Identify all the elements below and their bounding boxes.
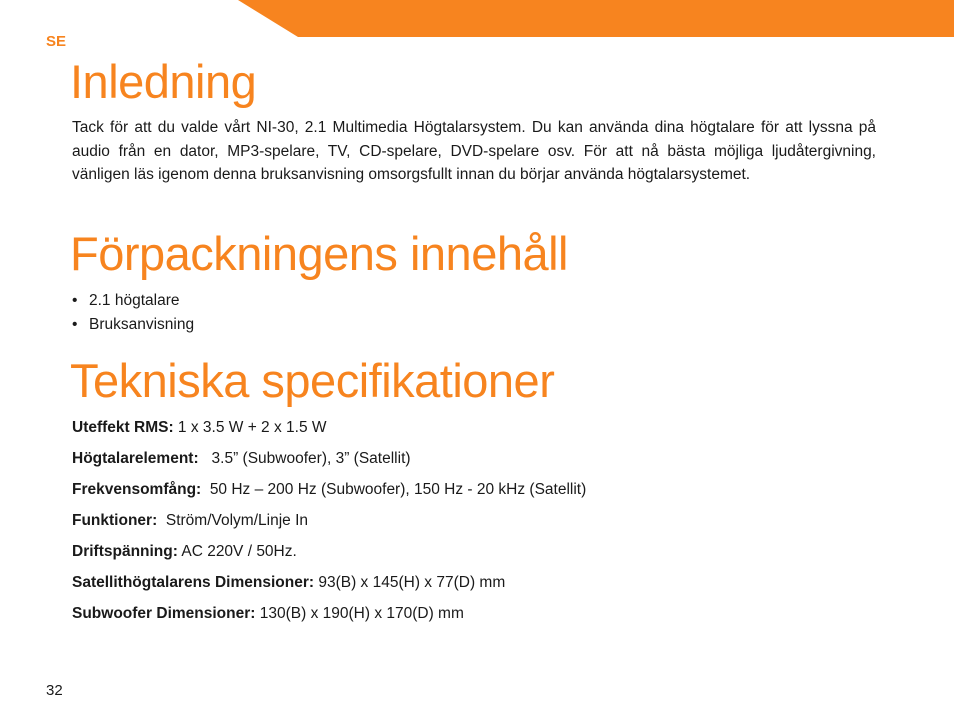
spec-value: 3.5” (Subwoofer), 3” (Satellit) [198,450,411,467]
spec-row-operating-voltage [72,540,872,571]
list-item-text: 2.1 högtalare [89,292,180,309]
list-item-text: Bruksanvisning [89,315,195,333]
spec-value: 1 x 3.5 W + 2 x 1.5 W [173,419,327,436]
specs-list [72,416,872,633]
spec-value: 93(B) x 145(H) x 77(D) mm [314,574,506,591]
list-item [72,313,194,337]
heading-technical-specs: Tekniska specifikationer [70,354,555,407]
bullet-icon: • [72,292,78,309]
package-contents-list [72,289,194,336]
heading-package-contents: Förpackningens innehåll [70,227,568,280]
spec-row-functions [72,509,872,540]
spec-label: Driftspänning: [72,543,178,560]
heading-introduction: Inledning [70,55,257,108]
spec-value: 130(B) x 190(H) x 170(D) mm [255,605,464,622]
spec-label: Uteffekt RMS: [72,419,174,436]
introduction-paragraph: Tack för att du valde vårt NI-30, 2.1 Multimedia Högtalarsystem. Du kan använda dina högtalare för att lyssna på audio från en dator, MP3-spelare, TV, CD-spelare, DVD-spelare osv. För att nå bästa möjliga ljudåtergivning, vänligen läs igenom denna bruksanvisning omsorgsfullt innan du börjar använda högtalarsystemet. [72,119,876,183]
page-number: 32 [46,682,63,699]
spec-label: Funktioner: [72,512,158,529]
spec-label: Subwoofer Dimensioner: [72,605,256,622]
spec-value: 50 Hz – 200 Hz (Subwoofer), 150 Hz - 20 kHz (Satellit) [201,481,587,498]
header-accent-band [238,0,954,37]
spec-value: Ström/Volym/Linje In [157,512,309,529]
list-item [72,289,194,313]
spec-label: Satellithögtalarens Dimensioner: [72,574,315,591]
spec-label: Högtalarelement: [72,450,199,467]
spec-row-speaker-drivers [72,447,872,478]
spec-value: AC 220V / 50Hz. [177,543,297,560]
spec-row-output-power [72,416,872,447]
spec-label: Frekvensomfång: [72,481,202,498]
bullet-icon: • [72,315,78,333]
spec-row-subwoofer-dimensions [72,602,872,633]
spec-row-frequency-response [72,478,872,509]
spec-row-satellite-dimensions [72,571,872,602]
language-tag: SE [46,33,67,50]
